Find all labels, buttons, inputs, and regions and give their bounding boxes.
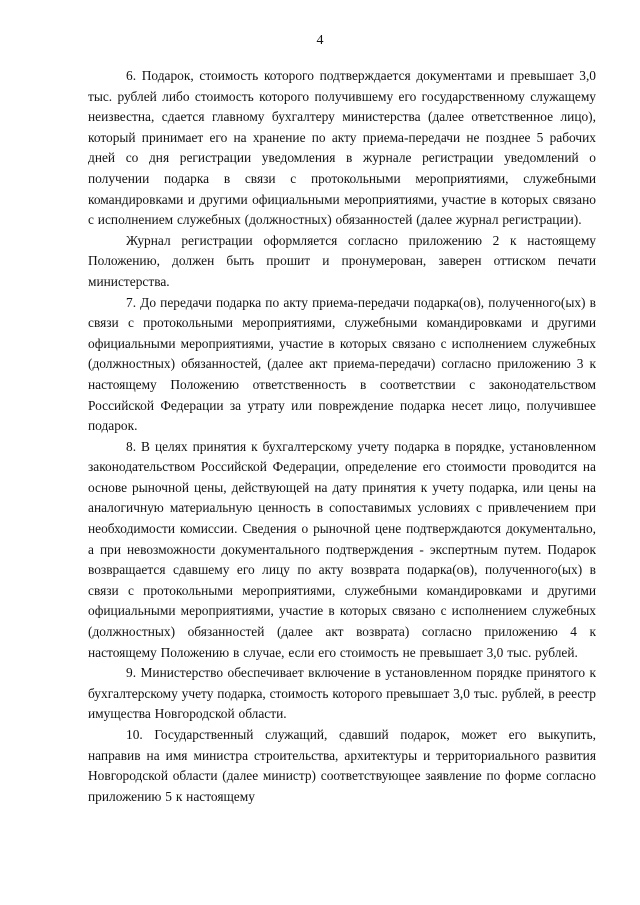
paragraph-8: 8. В целях принятия к бухгалтерскому учету подарка в порядке, установленном законодательством Российской Федерации, определение его стоимости проводится на основе рыночной цены, действующей на дату принятия к учету подарка, или цены на аналогичную материальную ценность в сопоставимых условиях с привлечением при необходимости комиссии. Сведения о рыночной цене подтверждаются документально, а при невозможности документального подтверждения - экспертным путем. Подарок возвращается сдавшему его лицу по акту возврата подарка(ов), полученного(ых) в связи с протокольными мероприятиями, служебными командировками и другими официальными мероприятиями, участие в которых связано с исполнением служебных (должностных) обязанностей (далее акт возврата) согласно приложению 4 к настоящему Положению в случае, если его стоимость не превышает 3,0 тыс. рублей. (88, 438, 596, 660)
paragraph-7: 7. До передачи подарка по акту приема-передачи подарка(ов), полученного(ых) в связи с протокольными мероприятиями, служебными командировками и другими официальными мероприятиями, участие в которых связано с исполнением служебных (должностных) обязанностей, (далее акт приема-передачи) согласно приложению 3 к настоящему Положению ответственность в соответствии с законодательством Российской Федерации за утрату или повреждение подарка несет лицо, получившее подарок. (88, 294, 596, 434)
document-body (88, 66, 596, 807)
paragraph-journal: Журнал регистрации оформляется согласно приложению 2 к настоящему Положению, должен быть прошит и пронумерован, заверен оттиском печати министерства. (88, 232, 596, 289)
paragraph-10: 10. Государственный служащий, сдавший подарок, может его выкупить, направив на имя министра строительства, архитектуры и территориального развития Новгородской области (далее министр) соответствующее заявление по форме согласно приложению 5 к настоящему (88, 727, 596, 804)
paragraph-9: 9. Министерство обеспечивает включение в установленном порядке принятого к бухгалтерскому учету подарка, стоимость которого превышает 3,0 тыс. рублей, в реестр имущества Новгородской области. (88, 665, 596, 722)
page-number: 4 (316, 33, 324, 48)
paragraph-6: 6. Подарок, стоимость которого подтверждается документами и превышает 3,0 тыс. рублей либо стоимость которого получившему его государственному служащему неизвестна, сдается главному бухгалтеру министерства (далее ответственное лицо), который принимает его на хранение по акту приема-передачи не позднее 5 рабочих дней со дня регистрации уведомления в журнале регистрации уведомлений о получении подарка в связи с протокольными мероприятиями, служебными командировками и другими официальными мероприятиями, участие в которых связано с исполнением служебных (должностных) обязанностей (далее журнал регистрации). (88, 68, 596, 228)
